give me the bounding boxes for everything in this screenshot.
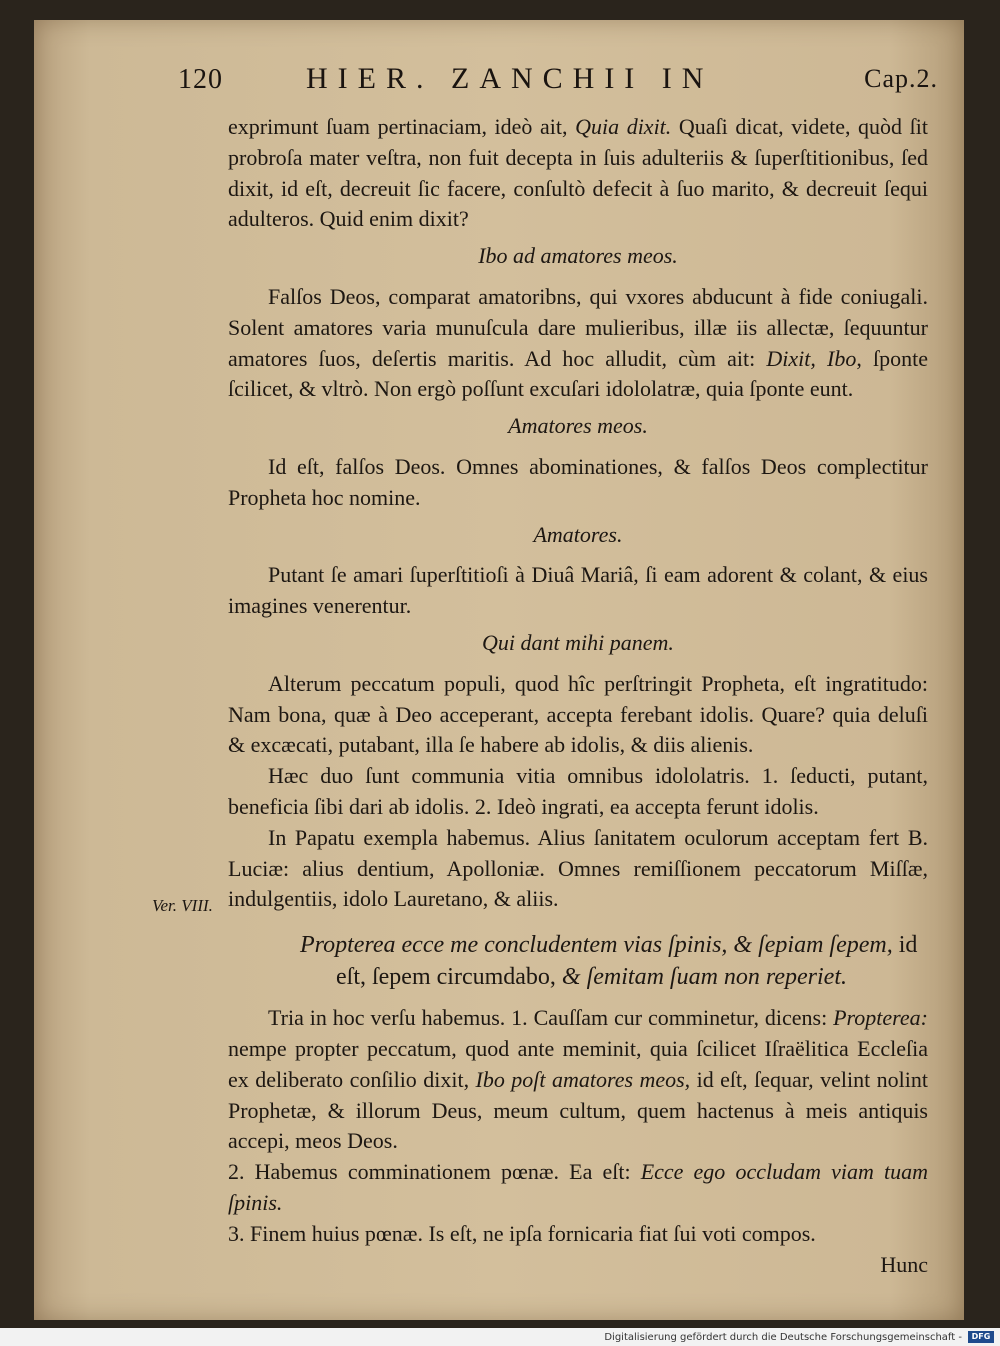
paragraph: 3. Finem huius pœnæ. Is eſt, ne ipſa fornicaria fiat ſui voti compos. bbox=[228, 1220, 816, 1246]
paragraph: Id eſt, falſos Deos. Omnes abominationes, & falſos Deos complectitur Propheta hoc nomine. bbox=[228, 453, 928, 510]
paragraph: 2. Habemus comminationem pœnæ. Ea eſt: Ecce ego occludam viam tuam ſpinis. bbox=[228, 1159, 928, 1215]
footer-credit: Digitalisierung gefördert durch die Deutsche Forschungsgemeinschaft - bbox=[604, 1331, 962, 1343]
catchword: Hunc bbox=[880, 1251, 928, 1277]
running-head bbox=[178, 60, 938, 100]
chapter-label: Cap.2. bbox=[864, 64, 938, 93]
paragraph: Tria in hoc verſu habemus. 1. Cauſſam cur comminetur, dicens: Propterea: nempe propter peccatum, quod ante meminit, quia ſcilicet Iſraëlitica Eccleſia ex deliberato conſilio dixit, Ibo poſt amatores meos, id eſt, ſequar, velint nolint Prophetæ, & illorum Deus, meum cultum, quem hactenus à meis antiquis accepi, meos Deos. bbox=[228, 1005, 928, 1154]
page-number: 120 bbox=[178, 64, 223, 95]
lemma-heading: Qui dant mihi panem. bbox=[482, 629, 674, 655]
running-title: HIER. ZANCHII IN bbox=[306, 62, 714, 95]
lemma-heading: Amatores. bbox=[533, 521, 623, 547]
paragraph: Falſos Deos, comparat amatoribns, qui vxores abducunt à fide coniugali. Solent amatores varia munuſcula dare mulieribus, illæ iis allectæ, ſequuntur amatores ſuos, deſertis maritis. Ad hoc alludit, cùm ait: Dixit, Ibo, ſponte ſcilicet, & vltrò. Non ergò poſſunt excuſari idololatræ, quia ſponte eunt. bbox=[228, 283, 928, 402]
verse-quotation: Propterea ecce me concludentem vias ſpinis, & ſepiam ſepem, id eſt, ſepem circumdabo, & ſemitam ſuam non reperiet. bbox=[300, 932, 918, 991]
paragraph: Putant ſe amari ſuperſtitioſi à Diuâ Mariâ, ſi eam adorent & colant, & eius imagines venerentur. bbox=[228, 562, 928, 619]
paragraph: Hæc duo ſunt communia vitia omnibus idololatris. 1. ſeducti, putant, beneficia ſibi dari ab idolis. 2. Ideò ingrati, ea accepta ferunt idolis. bbox=[228, 763, 928, 819]
lemma-heading: Amatores meos. bbox=[508, 413, 648, 439]
verse-margin-note: Ver. VIII. bbox=[152, 896, 213, 915]
main-text bbox=[228, 112, 928, 1280]
paragraph: In Papatu exempla habemus. Alius ſanitatem oculorum acceptam fert B. Luciæ: alius dentium, Apolloniæ. Omnes remiſſionem peccatorum Miſſæ, indulgentiis, idolo Lauretano, & aliis. bbox=[228, 824, 928, 912]
digitization-footer bbox=[0, 1328, 1000, 1346]
paragraph: exprimunt ſuam pertinaciam, ideò ait, Quia dixit. Quaſi dicat, videte, quòd ſit probroſa mater veſtra, non fuit decepta in ſuis adulteriis & ſuperſtitionibus, ſed dixit, id eſt, decreuit ſic facere, conſultò defecit à ſuo marito, & decreuit ſequi adulteros. Quid enim dixit? bbox=[228, 114, 928, 232]
dfg-logo-icon: DFG bbox=[968, 1331, 994, 1343]
paragraph: Alterum peccatum populi, quod hîc perſtringit Propheta, eſt ingratitudo: Nam bona, quæ à Deo acceperant, accepta ferebant idolis. Quare? quia deluſi & excæcati, putabant, illa ſe habere ab idolis, & diis alienis. bbox=[228, 670, 928, 758]
lemma-heading: Ibo ad amatores meos. bbox=[478, 243, 678, 269]
